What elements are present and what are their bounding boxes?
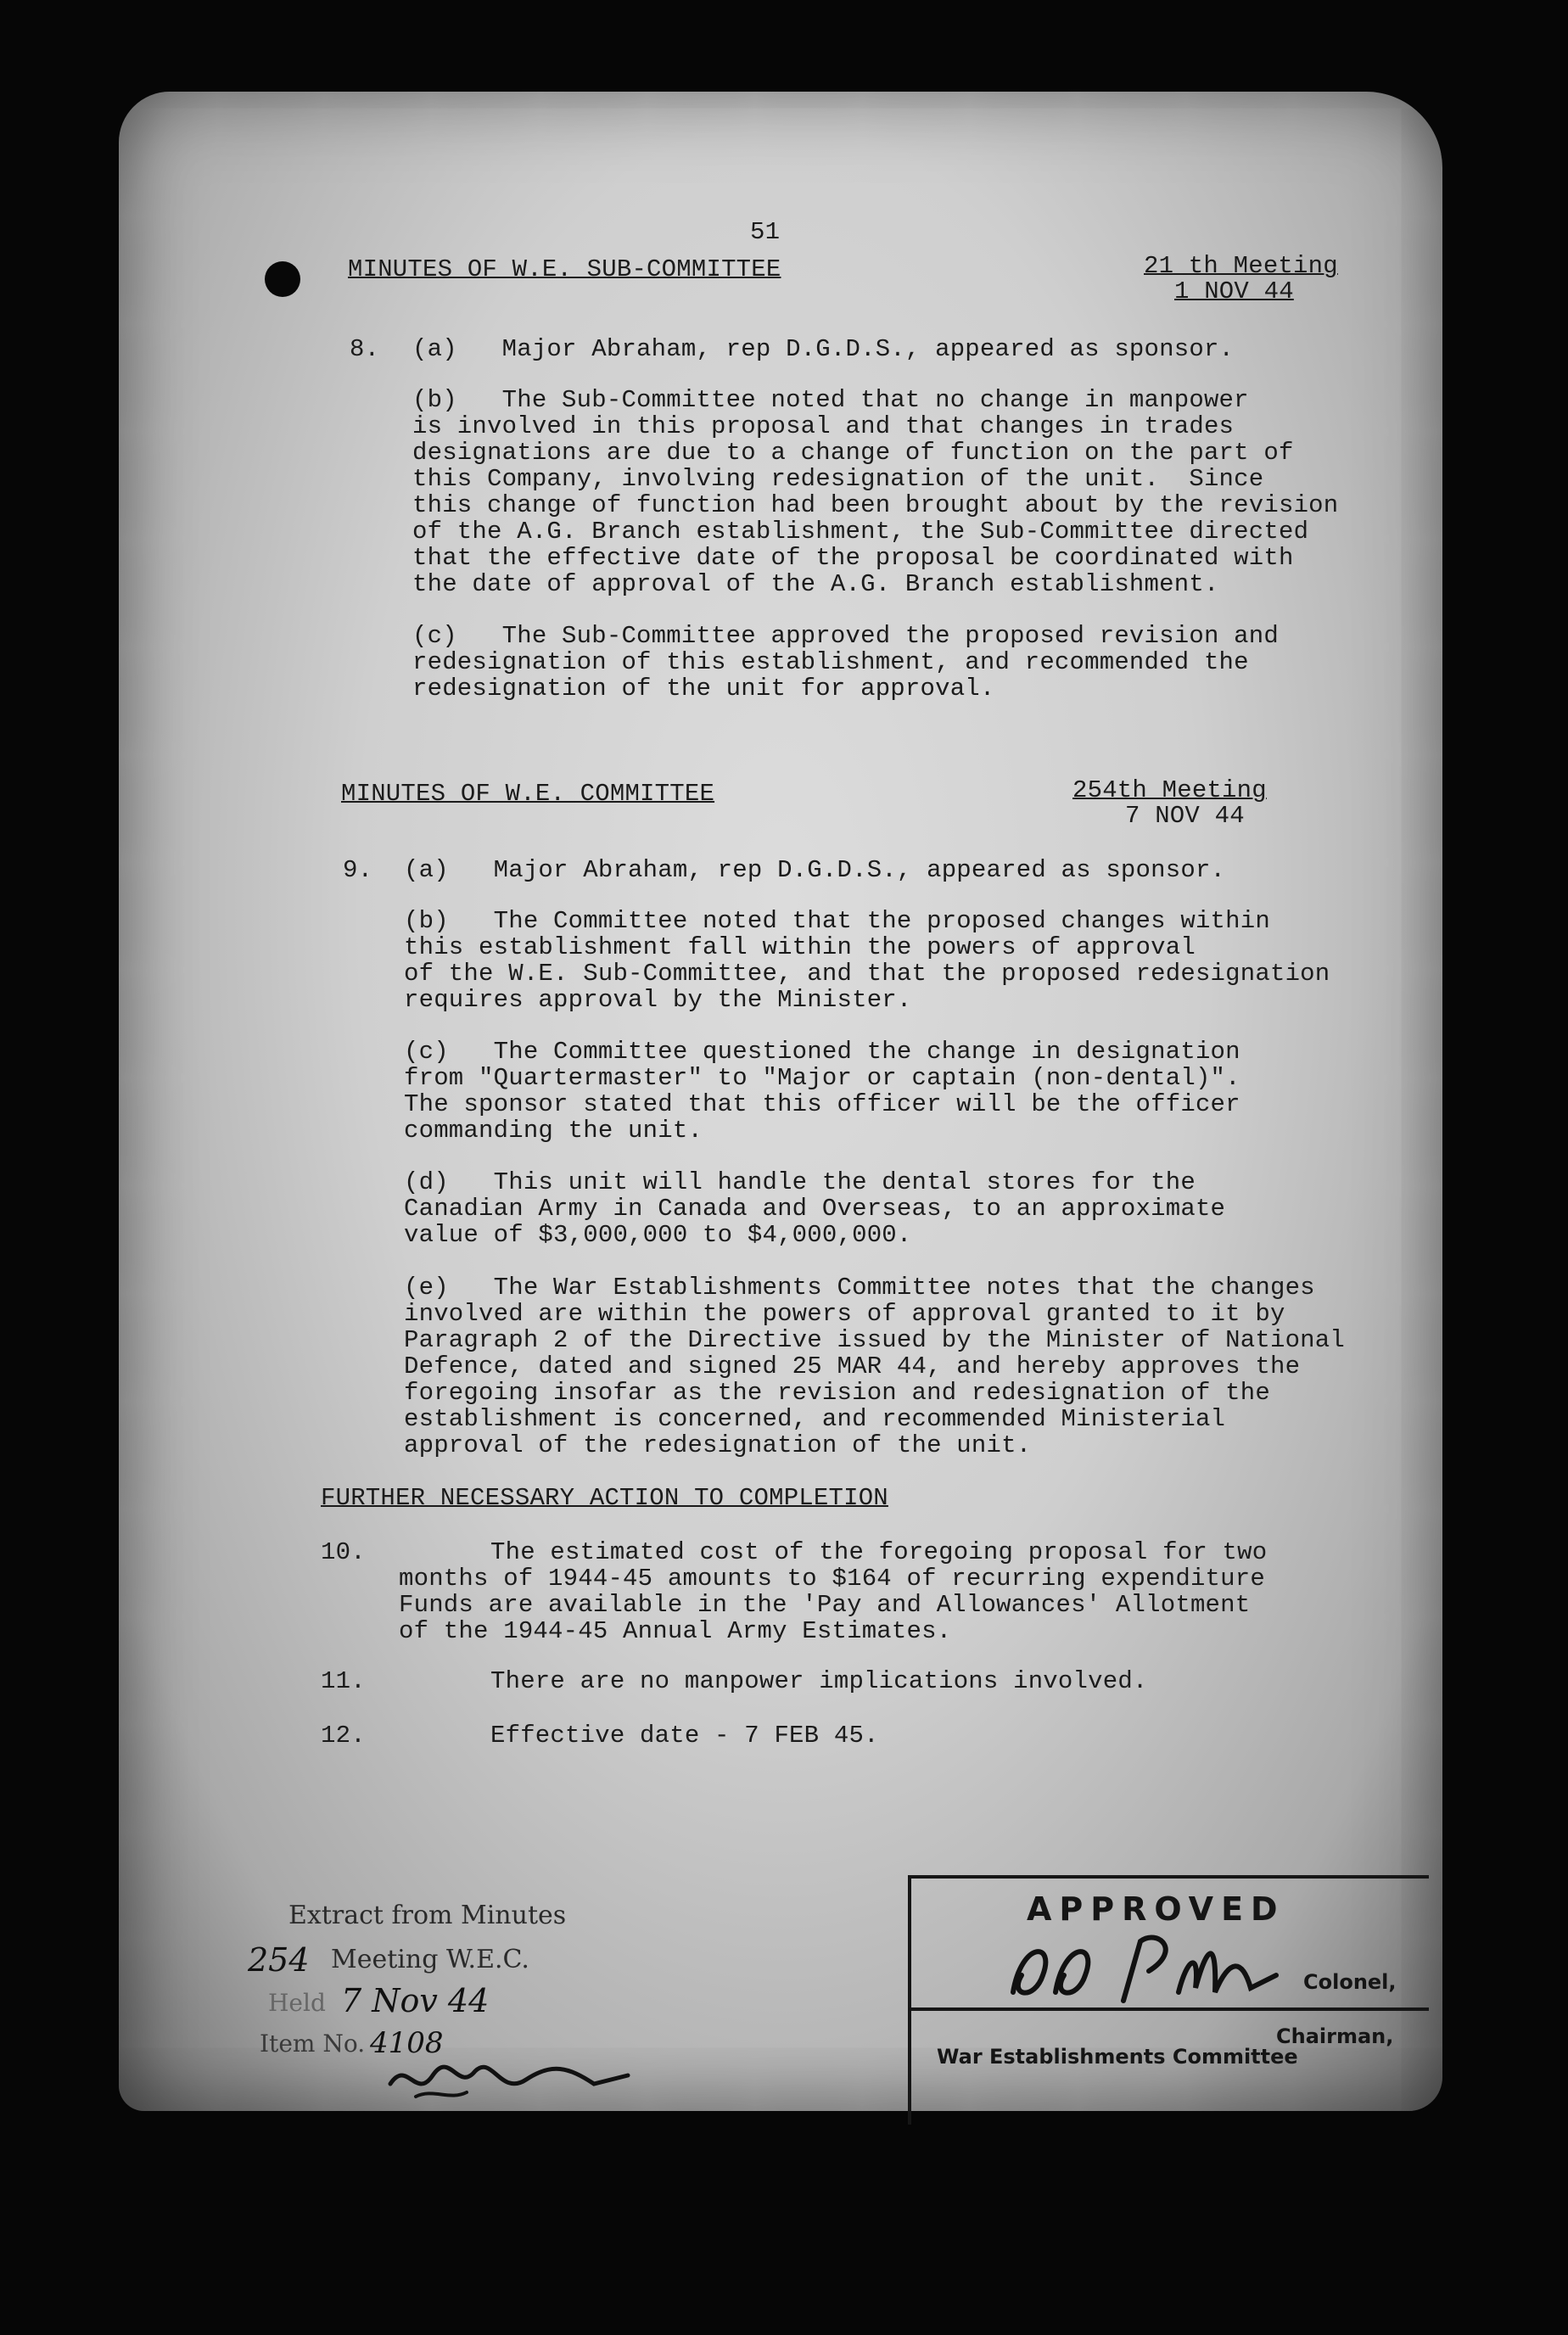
page-number: 51 — [750, 218, 781, 246]
item-number-12: 12. — [321, 1722, 366, 1750]
item-10-paragraph — [399, 1539, 1267, 1644]
item-8-paragraph-a — [412, 336, 1234, 362]
extract-title: Extract from Minutes — [288, 1901, 567, 1930]
item-number-8: 8. — [350, 335, 380, 363]
extract-meeting-label: Meeting W.E.C. — [331, 1945, 529, 1974]
item-8b-line: this change of function had been brought about by the revision — [412, 491, 1339, 519]
sub-committee-minutes-heading: MINUTES OF W.E. SUB-COMMITTEE — [348, 255, 781, 283]
item-9b-line: this establishment fall within the powers of approval — [404, 933, 1196, 961]
item-9e-line: approval of the redesignation of the unit. — [404, 1431, 1032, 1459]
item-9e-line: establishment is concerned, and recommended Ministerial — [404, 1405, 1226, 1433]
extract-date-handwritten: 7 Nov 44 — [341, 1982, 490, 2019]
item-9-paragraph-c — [404, 1039, 1240, 1144]
punch-hole — [265, 261, 300, 297]
approved-stamp-divider — [911, 2007, 1429, 2011]
committee-minutes-heading: MINUTES OF W.E. COMMITTEE — [341, 780, 715, 808]
approved-title: APPROVED — [1027, 1890, 1285, 1928]
item-9e-line: foregoing insofar as the revision and redesignation of the — [404, 1379, 1270, 1407]
item-9d-line: value of $3,000,000 to $4,000,000. — [404, 1221, 912, 1249]
item-8b-line: of the A.G. Branch establishment, the Sub-Committee directed — [412, 518, 1309, 546]
extract-from-minutes-stamp — [238, 1901, 662, 2096]
extract-item-number-handwritten: 4108 — [370, 2026, 444, 2060]
item-8-paragraph-b — [412, 387, 1338, 597]
approved-role: Chairman, — [1276, 2024, 1394, 2048]
item-9e-line: Defence, dated and signed 25 MAR 44, and hereby approves the — [404, 1352, 1301, 1380]
item-9d-line: (d) This unit will handle the dental stores for the — [404, 1168, 1196, 1196]
item-9a-line: (a) Major Abraham, rep D.G.D.S., appeared as sponsor. — [404, 856, 1226, 884]
item-number-9: 9. — [343, 856, 373, 884]
item-8b-line: this Company, involving redesignation of the unit. Since — [412, 465, 1264, 493]
initials-signature — [382, 2050, 636, 2109]
extract-item-label: Item No. — [260, 2030, 366, 2058]
item-9c-line: The sponsor stated that this officer will be the officer — [404, 1090, 1240, 1118]
item-9e-line: (e) The War Establishments Committee notes that the changes — [404, 1274, 1315, 1302]
chairman-signature — [996, 1924, 1285, 2018]
item-10-line: Funds are available in the 'Pay and Allowances' Allotment — [399, 1591, 1251, 1619]
item-number-10: 10. — [321, 1538, 366, 1566]
item-8c-line: redesignation of this establishment, and recommended the — [412, 648, 1249, 676]
extract-held-label: Held — [268, 1989, 326, 2017]
item-10-line: months of 1944-45 amounts to $164 of recurring expenditure — [399, 1565, 1265, 1593]
item-9b-line: of the W.E. Sub-Committee, and that the proposed redesignation — [404, 960, 1330, 988]
item-9-paragraph-a — [404, 857, 1225, 883]
item-8b-line: (b) The Sub-Committee noted that no change in manpower — [412, 386, 1249, 414]
approved-rank: Colonel, — [1303, 1970, 1397, 1994]
item-8a-line: (a) Major Abraham, rep D.G.D.S., appeared as sponsor. — [412, 335, 1235, 363]
item-9d-line: Canadian Army in Canada and Overseas, to an approximate — [404, 1195, 1226, 1223]
item-8c-line: (c) The Sub-Committee approved the proposed revision and — [412, 622, 1279, 650]
approved-committee: War Establishments Committee — [937, 2045, 1298, 2069]
sub-committee-meeting-date: 1 NOV 44 — [1174, 277, 1294, 305]
item-8b-line: the date of approval of the A.G. Branch establishment. — [412, 570, 1219, 598]
committee-meeting-date: 7 NOV 44 — [1125, 802, 1245, 830]
item-9c-line: commanding the unit. — [404, 1117, 703, 1145]
item-8b-line: is involved in this proposal and that changes in trades — [412, 412, 1235, 440]
item-8-paragraph-c — [412, 623, 1279, 702]
item-9-paragraph-b — [404, 908, 1330, 1013]
item-10-line: The estimated cost of the foregoing proposal for two — [490, 1538, 1268, 1566]
committee-meeting-number: 254th Meeting — [1072, 776, 1267, 804]
item-8b-line: that the effective date of the proposal be coordinated with — [412, 544, 1294, 572]
item-10-line: of the 1944-45 Annual Army Estimates. — [399, 1617, 952, 1645]
further-action-heading: FURTHER NECESSARY ACTION TO COMPLETION — [321, 1484, 888, 1512]
item-9-paragraph-e — [404, 1274, 1345, 1459]
item-9c-line: (c) The Committee questioned the change in designation — [404, 1038, 1240, 1066]
item-9e-line: Paragraph 2 of the Directive issued by the Minister of National — [404, 1326, 1345, 1354]
item-11-text: There are no manpower implications involved. — [490, 1667, 1148, 1695]
item-8b-line: designations are due to a change of function on the part of — [412, 439, 1294, 467]
item-9b-line: (b) The Committee noted that the proposed changes within — [404, 907, 1270, 935]
approved-stamp — [908, 1875, 1429, 2125]
sub-committee-meeting-number: 21 th Meeting — [1144, 252, 1338, 280]
item-9e-line: involved are within the powers of approval granted to it by — [404, 1300, 1285, 1328]
item-number-11: 11. — [321, 1667, 366, 1695]
item-9-paragraph-d — [404, 1169, 1225, 1248]
item-8c-line: redesignation of the unit for approval. — [412, 675, 995, 703]
item-9c-line: from "Quartermaster" to "Major or captain (non-dental)". — [404, 1064, 1240, 1092]
item-9b-line: requires approval by the Minister. — [404, 986, 912, 1014]
extract-meeting-number-handwritten: 254 — [248, 1941, 310, 1979]
item-12-text: Effective date - 7 FEB 45. — [490, 1722, 879, 1750]
